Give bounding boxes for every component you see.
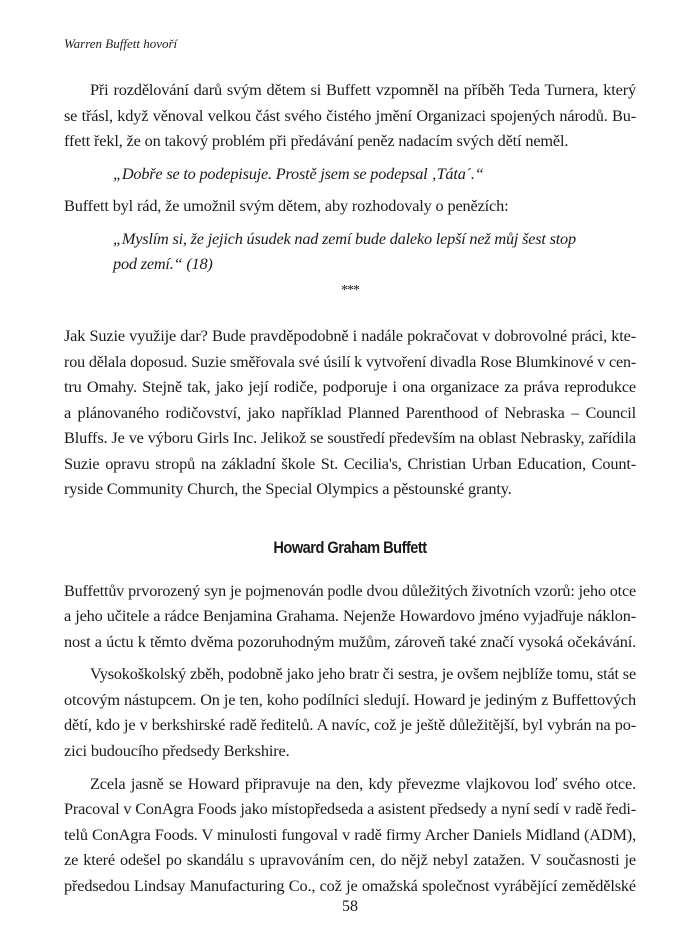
- paragraph-children-decide: Buffett byl rád, že umožnil svým dětem, aby rozhodovaly o penězích:: [64, 196, 509, 215]
- text-line: rou dělala doposud. Suzie směřovala své úsilí k vytvoření divadla Rose Blumkinové v cen-: [64, 352, 637, 371]
- text-line: Při rozdělování darů svým dětem si Buffett vzpomněl na příběh Teda Turnera, který: [90, 80, 636, 99]
- text-line: se třásl, když věnoval velkou část svého čistého jmění Organizaci spojených národů. Bu-: [64, 106, 636, 125]
- text-line: tru Omahy. Stejně tak, jako její rodiče, podporuje i ona organizace za práva reprodukce: [64, 377, 636, 396]
- text-line: a jeho učitele a rádce Benjamina Grahama. Nejenže Howardovo jméno vyjadřuje náklon-: [64, 606, 636, 625]
- quote-line: pod zemí.“ (18): [113, 254, 213, 273]
- text-line: ffett řekl, že on takový problém při předávání peněz nadacím svých dětí neměl.: [64, 131, 569, 150]
- text-line: Jak Suzie využije dar? Bude pravděpodobně i nadále pokračovat v dobrovolné práci, kte-: [64, 326, 636, 345]
- text-line: Pracoval v ConAgra Foods jako místopředseda a asistent předsedy a nyní sedí v radě ředi-: [64, 799, 636, 818]
- page-number: 58: [342, 898, 358, 915]
- text-line: dětí, kdo je v berkshirské radě ředitelů. A navíc, což je ještě důležitější, byl vybrán na po-: [64, 715, 636, 734]
- text-line: a plánovaného rodičovství, jako například Planned Parenthood of Nebraska – Council: [64, 403, 636, 422]
- text-line: otcovým nástupcem. On je ten, koho podílníci sledují. Howard je jediným z Buffettových: [64, 690, 636, 709]
- text-line: ryside Community Church, the Special Olympics a pěstounské granty.: [64, 479, 512, 498]
- text-line: Bluffs. Je ve výboru Girls Inc. Jelikož se soustředí především na oblast Nebrasky, zařídila: [64, 428, 636, 447]
- text-line: nost a úctu k těmto dvěma pozoruhodným mužům, zároveň také značí vysoká očekávání.: [64, 632, 636, 651]
- text-line: Buffettův prvorozený syn je pojmenován podle dvou důležitých životních vzorů: jeho otce: [64, 581, 636, 600]
- text-line: Zcela jasně se Howard připravuje na den, kdy převezme vlajkovou loď svého otce.: [90, 774, 636, 793]
- running-head: Warren Buffett hovoří: [64, 36, 178, 51]
- text-line: zici budoucího předsedy Berkshire.: [64, 741, 290, 760]
- text-line: Suzie opravu stropů na základní škole St. Cecilia's, Christian Urban Education, Count-: [64, 454, 636, 473]
- text-line: Vysokoškolský zběh, podobně jako jeho bratr či sestra, je ovšem nejblíže tomu, stát se: [90, 664, 636, 683]
- quote-signature: „Dobře se to podepisuje. Prostě jsem se podepsal ‚Táta´.“: [113, 164, 484, 183]
- text-line: ze které odešel po skandálu s upravováním cen, do nějž nebyl zatažen. V současnosti je: [64, 850, 636, 869]
- quote-line: „Myslím si, že jejich úsudek nad zemí bude daleko lepší než můj šest stop: [113, 229, 576, 248]
- section-break: ***: [341, 283, 359, 298]
- text-line: telů ConAgra Foods. V minulosti fungoval v radě firmy Archer Daniels Midland (ADM),: [64, 825, 636, 844]
- section-heading: Howard Graham Buffett: [273, 538, 427, 557]
- text-line: předsedou Lindsay Manufacturing Co., což je omažská společnost vyrábějící zemědělské: [64, 876, 636, 895]
